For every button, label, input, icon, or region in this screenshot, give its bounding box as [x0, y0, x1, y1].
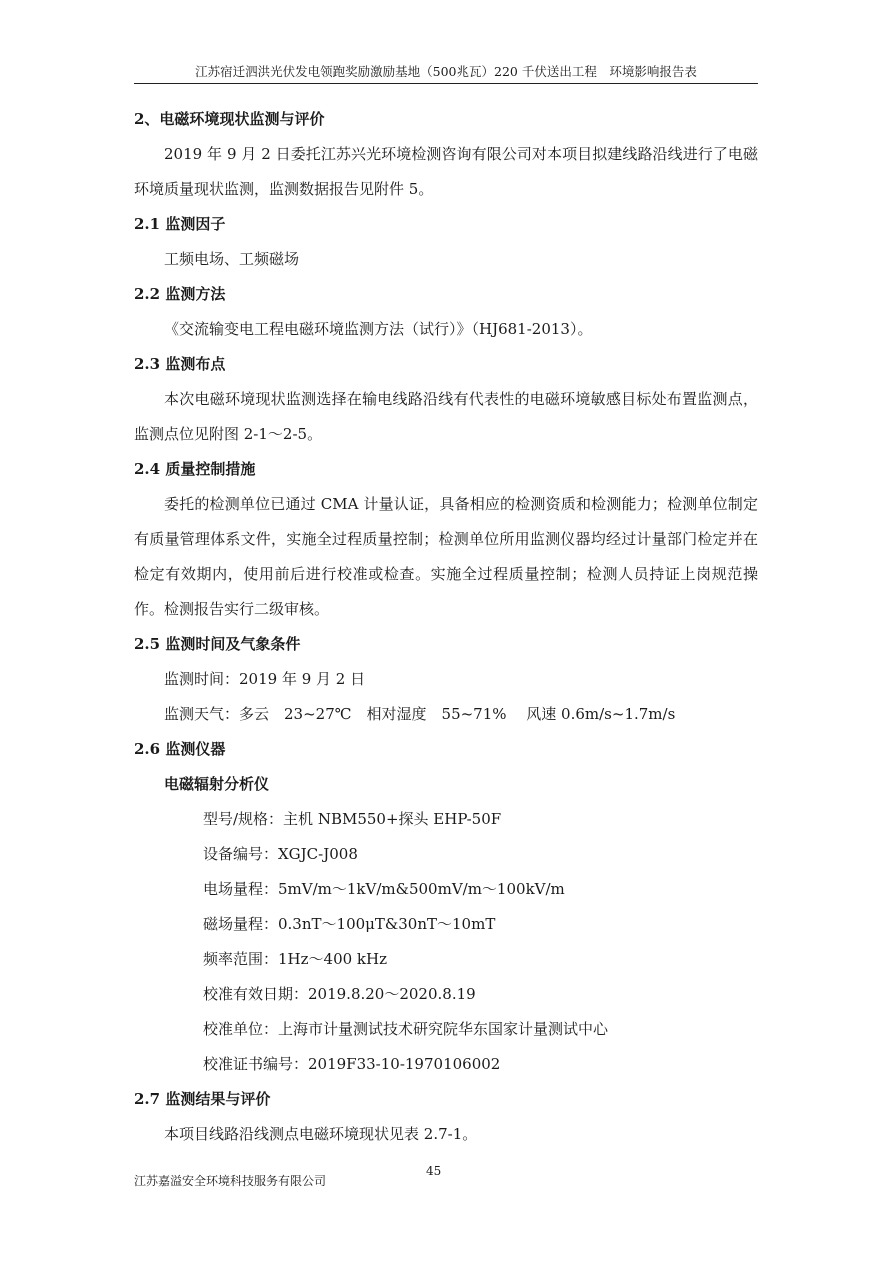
- section-intro: 2019 年 9 月 2 日委托江苏兴光环境检测咨询有限公司对本项目拟建线路沿线进行了电磁环境质量现状监测，监测数据报告见附件 5。: [134, 145, 758, 198]
- subsection-2-4-title: 2.4 质量控制措施: [134, 460, 256, 478]
- instrument-spec: 频率范围：1Hz～400 kHz: [203, 950, 387, 968]
- instrument-spec: 型号/规格：主机 NBM550+探头 EHP-50F: [203, 810, 502, 828]
- instrument-spec: 磁场量程：0.3nT～100μT&30nT～10mT: [203, 915, 496, 933]
- instrument-spec: 设备编号：XGJC-J008: [203, 845, 358, 863]
- footer-company: 江苏嘉溢安全环境科技服务有限公司: [134, 1174, 327, 1188]
- instrument-spec: 校准有效日期：2019.8.20～2020.8.19: [203, 985, 476, 1003]
- subsection-2-2-text: 《交流输变电工程电磁环境监测方法（试行）》（HJ681-2013）。: [164, 320, 593, 338]
- document-body: [134, 102, 758, 1152]
- instrument-spec: 校准证书编号：2019F33-10-1970106002: [203, 1055, 501, 1073]
- monitoring-weather: 监测天气：多云 23~27℃ 相对湿度 55~71% 风速 0.6m/s~1.7m/s: [164, 705, 676, 723]
- subsection-2-1-text: 工频电场、工频磁场: [164, 250, 300, 268]
- subsection-2-5-title: 2.5 监测时间及气象条件: [134, 635, 301, 653]
- section-title: 2、电磁环境现状监测与评价: [134, 110, 325, 128]
- subsection-2-6-title: 2.6 监测仪器: [134, 740, 226, 758]
- subsection-2-7-title: 2.7 监测结果与评价: [134, 1090, 271, 1108]
- subsection-2-3-title: 2.3 监测布点: [134, 355, 226, 373]
- page-number: 45: [426, 1164, 442, 1178]
- subsection-2-2-title: 2.2 监测方法: [134, 285, 226, 303]
- subsection-2-3-text: 本次电磁环境现状监测选择在输电线路沿线有代表性的电磁环境敏感目标处布置监测点，监测点位见附图 2-1～2-5。: [134, 390, 758, 443]
- subsection-2-4-text: 委托的检测单位已通过 CMA 计量认证，具备相应的检测资质和检测能力；检测单位制定有质量管理体系文件，实施全过程质量控制；检测单位所用监测仪器均经过计量部门检定并在检定有效期内，使用前后进行校准或检查。实施全过程质量控制；检测人员持证上岗规范操作。检测报告实行二级审核。: [134, 495, 758, 618]
- page-footer: [134, 1164, 758, 1190]
- page-header: 江苏宿迁泗洪光伏发电领跑奖励激励基地（500兆瓦）220 千伏送出工程 环境影响报告表: [134, 64, 758, 84]
- instrument-spec: 电场量程：5mV/m～1kV/m&500mV/m～100kV/m: [203, 880, 565, 898]
- monitoring-time: 监测时间：2019 年 9 月 2 日: [164, 670, 366, 688]
- subsection-2-7-text: 本项目线路沿线测点电磁环境现状见表 2.7-1。: [164, 1125, 478, 1143]
- subsection-2-1-title: 2.1 监测因子: [134, 215, 226, 233]
- instrument-name: 电磁辐射分析仪: [164, 775, 270, 793]
- instrument-spec: 校准单位：上海市计量测试技术研究院华东国家计量测试中心: [203, 1020, 609, 1038]
